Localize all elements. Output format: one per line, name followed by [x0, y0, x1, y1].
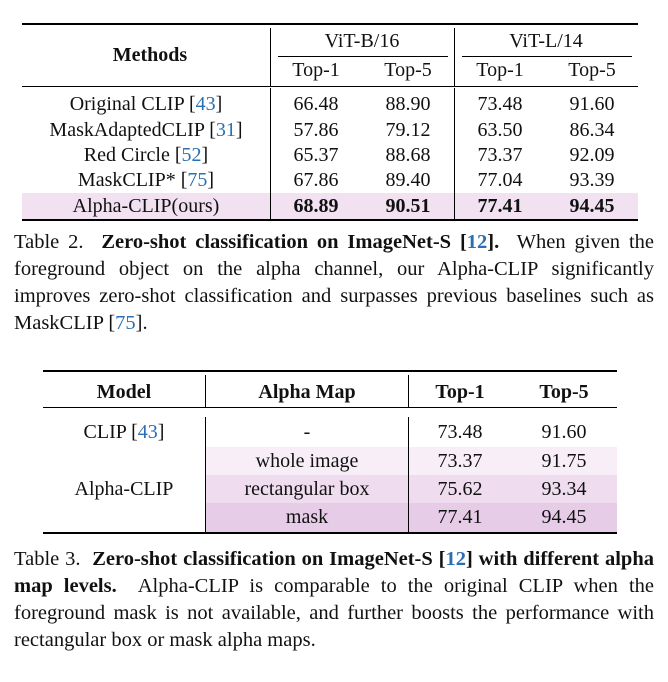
value-cell: 73.48 — [477, 93, 523, 115]
value-cell: 75.62 — [437, 478, 483, 500]
value-cell: 77.41 — [437, 506, 483, 528]
value-cell: 79.12 — [385, 119, 431, 141]
group-underline — [278, 56, 448, 57]
top1-header: Top-1 — [435, 381, 485, 403]
value-cell: 57.86 — [293, 119, 339, 141]
value-cell: 73.37 — [477, 144, 523, 166]
value-cell: 86.34 — [569, 119, 615, 141]
alpha-map-cell: - — [303, 421, 311, 443]
top-rule — [22, 23, 638, 25]
column-divider — [408, 375, 409, 407]
value-cell: 94.45 — [569, 195, 615, 217]
mid-rule — [43, 407, 617, 408]
methods-header: Methods — [112, 44, 188, 66]
value-cell: 67.86 — [293, 169, 339, 191]
value-cell: 68.89 — [293, 195, 339, 217]
alpha-map-cell: mask — [285, 506, 329, 528]
alpha-map-header: Alpha Map — [258, 381, 356, 403]
value-cell: 88.90 — [385, 93, 431, 115]
model-header: Model — [96, 381, 152, 403]
value-cell: 92.09 — [569, 144, 615, 166]
value-cell: 91.75 — [541, 450, 587, 472]
value-cell: 93.39 — [569, 169, 615, 191]
vit-l14-header: ViT-L/14 — [509, 30, 583, 52]
top5-header: Top-5 — [568, 59, 616, 81]
group-underline — [462, 56, 632, 57]
model-name: CLIP [43] — [83, 421, 165, 443]
top1-header: Top-1 — [292, 59, 340, 81]
value-cell: 66.48 — [293, 93, 339, 115]
top1-header: Top-1 — [476, 59, 524, 81]
column-divider — [205, 375, 206, 407]
vit-b16-header: ViT-B/16 — [324, 30, 400, 52]
value-cell: 77.41 — [477, 195, 523, 217]
alpha-map-cell: rectangular box — [244, 478, 370, 500]
method-name: MaskAdaptedCLIP [31] — [49, 119, 243, 141]
method-name: Alpha-CLIP(ours) — [72, 195, 220, 217]
value-cell: 91.60 — [541, 421, 587, 443]
value-cell: 63.50 — [477, 119, 523, 141]
method-name: MaskCLIP* [75] — [77, 169, 215, 191]
value-cell: 73.48 — [437, 421, 483, 443]
value-cell: 94.45 — [541, 506, 587, 528]
value-cell: 90.51 — [385, 195, 431, 217]
table-2-caption: Table 2. Zero-shot classification on ImageNet-S [12]. When given the foreground object on the alpha channel, our Alpha-CLIP significantly improves zero-shot classification and surpasses previous baselines such as MaskCLIP [75]. — [14, 231, 654, 334]
value-cell: 88.68 — [385, 144, 431, 166]
top5-header: Top-5 — [384, 59, 432, 81]
bottom-rule — [22, 219, 638, 221]
value-cell: 93.34 — [541, 478, 587, 500]
value-cell: 91.60 — [569, 93, 615, 115]
top-rule — [43, 370, 617, 372]
model-name: Alpha-CLIP — [74, 478, 174, 500]
method-name: Red Circle [52] — [83, 144, 209, 166]
mid-rule — [22, 86, 638, 87]
method-name: Original CLIP [43] — [69, 93, 223, 115]
top5-header: Top-5 — [539, 381, 589, 403]
alpha-map-cell: whole image — [255, 450, 359, 472]
value-cell: 77.04 — [477, 169, 523, 191]
value-cell: 73.37 — [437, 450, 483, 472]
value-cell: 89.40 — [385, 169, 431, 191]
value-cell: 65.37 — [293, 144, 339, 166]
table-3-caption: Table 3. Zero-shot classification on ImageNet-S [12] with different alpha map levels. Alpha-CLIP is comparable to the original CLIP when the foreground mask is not available, and further boosts the performance with rectangular box or mask alpha maps. — [14, 548, 654, 651]
bottom-rule — [43, 532, 617, 534]
